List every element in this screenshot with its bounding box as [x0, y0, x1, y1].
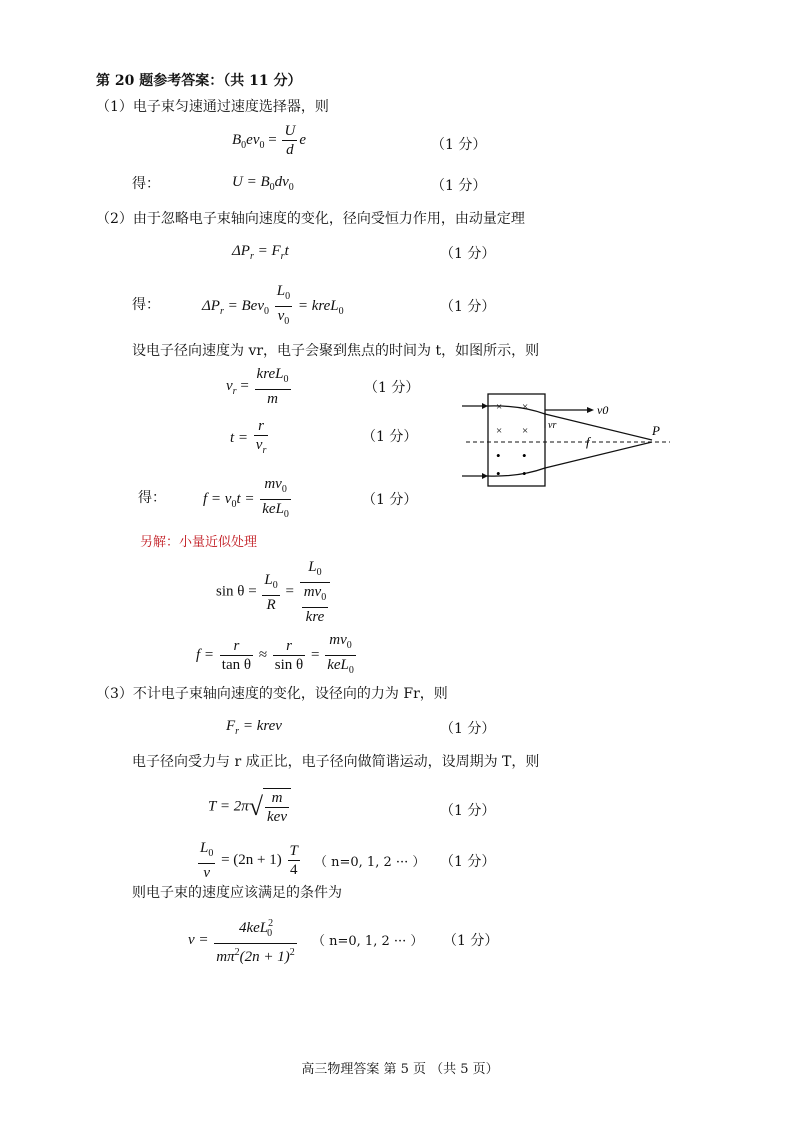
part1-points2: （1 分）: [431, 178, 487, 194]
alt-sin-eq: sin θ = $\frac{L_0}{R}$ = $\frac{L_0}{\frac{mv_0}{\text{kre}}}$: [216, 558, 332, 626]
part2-vr-eq: $v_r$ = $\frac{kreL_0}{m}$: [226, 366, 289, 407]
part3-fr-eq: $F_r$ = krev: [226, 718, 282, 737]
part3-shm: 电子径向受力与 r 成正比，电子径向做简谐运动，设周期为 T，则: [132, 754, 540, 770]
part3-points1: （1 分）: [440, 721, 496, 737]
page-title: 第 20 题参考答案：（共 11 分）: [96, 73, 302, 89]
field-cross-1: ×: [496, 401, 503, 413]
part3-L-condition: （ n=0, 1, 2 ··· ）: [314, 855, 426, 870]
part1-points1: （1 分）: [431, 137, 487, 153]
converging-ray-bottom: [545, 442, 652, 468]
page-footer: 高三物理答案 第 5 页 （共 5 页）: [301, 1062, 499, 1077]
field-cross-3: ×: [496, 425, 503, 437]
part2-eq2: $\Delta P_r = Bev_0$ $\frac{L_0}{v_0}$ = kreL$_0$: [202, 283, 344, 327]
part2-points2: （1 分）: [440, 299, 496, 315]
alt-f-eq: f = $\frac{r}{\text{tan θ}}$ ≈ $\frac{r}{\text{sin θ}}$ = $\frac{mv_0}{keL_0}$: [196, 632, 354, 676]
field-cross-2: ×: [522, 401, 529, 413]
part2-de-label: 得：: [132, 297, 160, 313]
label-vr: vr: [548, 420, 557, 431]
field-dot-4: •: [522, 466, 527, 481]
arrow-bottom-icon: [482, 473, 488, 479]
part2-setup: 设电子径向速度为 vr，电子会聚到焦点的时间为 t，如图所示，则: [132, 343, 540, 359]
focus-diagram: [458, 388, 680, 492]
part2-de-label2: 得：: [138, 490, 166, 506]
part2-points4: （1 分）: [362, 429, 418, 445]
part3-points4: （1 分）: [443, 933, 499, 949]
label-f: f: [586, 434, 590, 449]
part3-cond-text: 则电子束的速度应该满足的条件为: [132, 885, 342, 901]
part3-points3: （1 分）: [440, 854, 496, 870]
field-cross-4: ×: [522, 425, 529, 437]
part2-points1: （1 分）: [440, 246, 496, 262]
part2-t-eq: t = $\frac{r}{v_r}$: [230, 418, 267, 456]
label-v0: v0: [597, 403, 609, 417]
part2-f-eq: $f = v_0t$ = $\frac{mv_0}{keL_0}$: [203, 476, 289, 520]
field-dot-3: •: [496, 466, 501, 481]
part3-intro: （3）不计电子束轴向速度的变化，设径向的力为 Fr，则: [96, 686, 448, 702]
part2-points3: （1 分）: [364, 380, 420, 396]
part3-L-eq: $\frac{L_0}{v}$ = (2n + 1) $\frac{T}{4}$: [200, 840, 298, 881]
part1-de-label: 得：: [132, 176, 160, 192]
part2-intro: （2）由于忽略电子束轴向速度的变化，径向受恒力作用，由动量定理: [96, 211, 525, 227]
alt-solution-title: 另解：小量近似处理: [140, 535, 258, 550]
part3-T-eq: T = 2π√ $\frac{m}{\text{kev}}$: [208, 788, 291, 826]
arrow-top-icon: [482, 403, 488, 409]
part2-points5: （1 分）: [362, 492, 418, 508]
field-dot-1: •: [496, 448, 501, 463]
part3-v-eq: v = $\frac{4keL^2_0}{m\pi^2(2n + 1)^2}$: [188, 915, 299, 966]
part2-eq1: $\Delta P_r = F_rt$: [232, 243, 289, 262]
part3-points2: （1 分）: [440, 803, 496, 819]
v0-arrow-icon: [587, 407, 594, 413]
part1-eq2: $U = B_0dv_0$: [232, 174, 294, 193]
field-dot-2: •: [522, 448, 527, 463]
part3-v-condition: （ n=0, 1, 2 ··· ）: [312, 934, 424, 949]
label-P: P: [652, 423, 660, 438]
part1-intro: （1）电子束匀速通过速度选择器，则: [96, 99, 329, 115]
converging-ray-top: [545, 414, 652, 440]
part1-eq1: $B_0ev_0$ = $\frac{U}{d}$ e: [232, 123, 306, 158]
